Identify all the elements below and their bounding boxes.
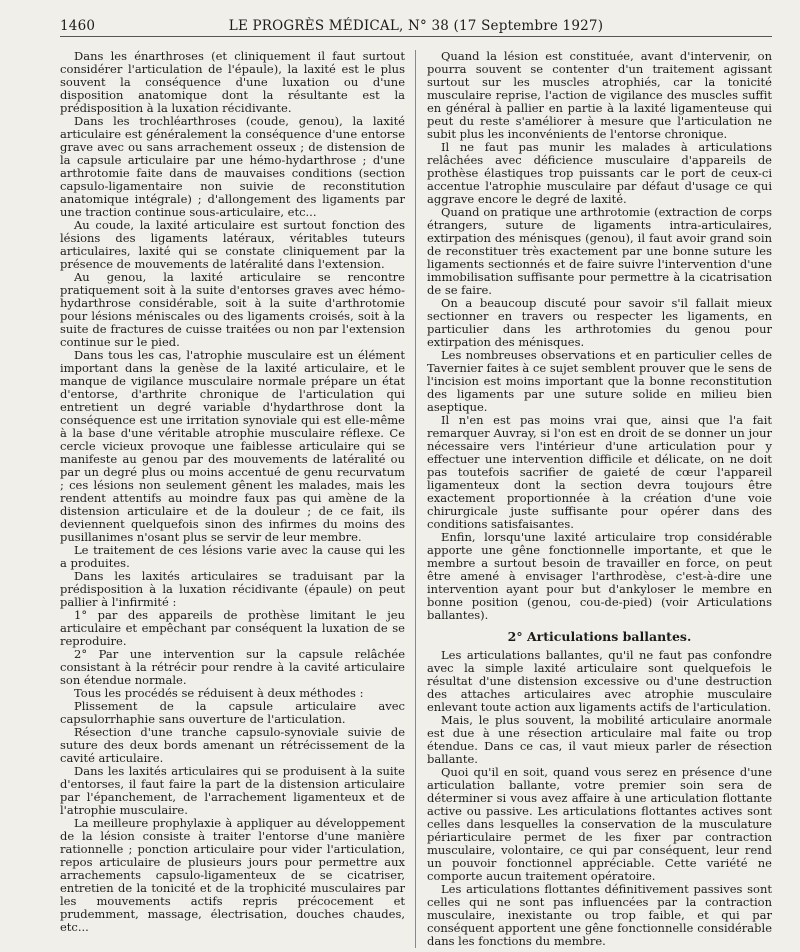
paragraph: Il n'en est pas moins vrai que, ainsi que l'a fait remarquer Auvray, si l'on est en droit de se donner un jour nécessaire vers l'intérieur d'une articulation pour y effectuer une intervention difficile et délicate, on ne doit pas toutefois sacrifier de gaieté de cœur l'appareil ligamenteux dont la section devra toujours être exactement proportionnée à la création d'une voie chirurgicale juste suffisante pour opérer dans des conditions satisfaisantes.: [427, 413, 772, 531]
paragraph: Résection d'une tranche capsulo-synoviale suivie de suture des deux bords amenant un rétrécissement de la cavité articulaire.: [60, 725, 405, 765]
paragraph: La meilleure prophylaxie à appliquer au développement de la lésion consiste à traiter l'entorse d'une manière rationnelle ; ponction articulaire pour vider l'articulation, repos articulaire de plusieurs jours pour permettre aux arrachements capsulo-ligamenteux de se cicatriser, entretien de la tonicité et de la trophicité musculaires par les mouvements actifs repris précocement et prudemment, massage, électrisation, douches chaudes, etc...: [60, 816, 405, 934]
paragraph: Au genou, la laxité articulaire se rencontre pratiquement soit à la suite d'entorses graves avec hémo-hydarthrose considérable, soit à la suite d'arthrotomie pour lésions méniscales ou des ligaments croisés, soit à la suite de fractures de cuisse traitées ou non par l'extension continue sur le pied.: [60, 270, 405, 349]
paragraph: Tous les procédés se réduisent à deux méthodes :: [74, 686, 364, 700]
paragraph: Dans les énarthroses (et cliniquement il faut surtout considérer l'articulation de l'épaule), la laxité est le plus souvent la conséquence d'une luxation ou d'une disposition anatomique dont la résultante est la prédisposition à la luxation récidivante.: [60, 50, 405, 115]
paragraph: Dans tous les cas, l'atrophie musculaire est un élément important dans la genèse de la laxité articulaire, et le manque de vigilance musculaire normale prépare un état d'entorse, d'arthrite chronique de l'articulation qui entretient un degré variable d'hydarthrose dont la conséquence est une irritation synoviale qui est elle-même à la base d'une véritable atrophie musculaire réflexe. Ce cercle vicieux provoque une faiblesse articulaire qui se manifeste au genou par des mouvements de latéralité ou par un degré plus ou moins accentué de genu recurvatum ; ces lésions non seulement gênent les malades, mais les rendent attentifs au moindre faux pas qui amène de la distension articulaire et de la douleur ; de ce fait, ils deviennent quelquefois sinon des infirmes du moins des pusillanimes n'osant plus se servir de leur membre.: [60, 348, 405, 544]
left-column: [60, 50, 416, 948]
paragraph: Le traitement de ces lésions varie avec la cause qui les a produites.: [60, 543, 405, 570]
paragraph: Quoi qu'il en soit, quand vous serez en présence d'une articulation ballante, votre premier soin sera de déterminer si vous avez affaire à une articulation flottante active ou passive. Les articulations flottantes actives sont celles dans lesquelles la conservation de la musculature périarticulaire permet de les fixer par contraction musculaire, volontaire, ce qui par conséquent, leur rend un pouvoir fonctionnel appréciable. Cette variété ne comporte aucun traitement opératoire.: [427, 765, 772, 883]
paragraph: Quand on pratique une arthrotomie (extraction de corps étrangers, suture de ligaments intra-articulaires, extirpation des ménisques (genou), il faut avoir grand soin de reconstituer très exactement par une bonne suture les ligaments sectionnés et de faire suivre l'intervention d'une immobilisation suffisante pour permettre à la cicatrisation de se faire.: [427, 205, 772, 297]
running-title: LE PROGRÈS MÉDICAL, N° 38 (17 Septembre 1927): [228, 18, 604, 34]
list-item: 1° par des appareils de prothèse limitant le jeu articulaire et empêchant par conséquent la luxation de se reproduire.: [60, 608, 405, 648]
paragraph: Les nombreuses observations et en particulier celles de Tavernier faites à ce sujet semblent prouver que le sens de l'incision est moins important que la bonne reconstitution des ligaments par une suture solide en milieu bien aseptique.: [427, 348, 772, 414]
paragraph: Au coude, la laxité articulaire est surtout fonction des lésions des ligaments latéraux, véritables tuteurs articulaires, laxité qui se constate cliniquement par la présence de mouvements de latéralité dans l'extension.: [60, 218, 405, 271]
paragraph: Mais, le plus souvent, la mobilité articulaire anormale est due à une résection articulaire mal faite ou trop étendue. Dans ce cas, il vaut mieux parler de résection ballante.: [427, 713, 772, 766]
paragraph: Dans les laxités articulaires se traduisant par la prédisposition à la luxation récidivante (épaule) on peut pallier à l'infirmité :: [60, 569, 405, 609]
paragraph: Il ne faut pas munir les malades à articulations relâchées avec déficience musculaire d'appareils de prothèse élastiques trop puissants car le port de ceux-ci accentue l'atrophie musculaire par défaut d'usage ce qui aggrave encore le degré de laxité.: [427, 140, 772, 206]
paragraph: Les articulations ballantes, qu'il ne faut pas confondre avec la simple laxité articulaire sont quelquefois le résultat d'une distension excessive ou d'une destruction des attaches articulaires avec atrophie musculaire enlevant toute action aux ligaments actifs de l'articulation.: [427, 648, 772, 714]
paragraph: Les articulations flottantes définitivement passives sont celles qui ne sont pas influencées par la contraction musculaire, inexistante ou trop faible, et qui par conséquent apportent une gêne fonctionnelle considérable dans les fonctions du membre.: [427, 882, 772, 948]
paragraph: Dans les laxités articulaires qui se produisent à la suite d'entorses, il faut faire la part de la distension articulaire par l'épanchement, de l'arrachement ligamenteux et de l'atrophie musculaire.: [60, 764, 405, 817]
page-number: 1460: [60, 18, 96, 34]
right-column: [416, 50, 772, 948]
list-item: 2° Par une intervention sur la capsule relâchée consistant à la rétrécir pour rendre à la cavité articulaire son étendue normale.: [60, 647, 405, 687]
paragraph: Enfin, lorsqu'une laxité articulaire trop considérable apporte une gêne fonctionnelle importante, et que le membre a surtout besoin de travailler en force, on peut être amené à envisager l'arthrodèse, c'est-à-dire une intervention ayant pour but d'ankyloser le membre en bonne position (genou, cou-de-pied) (voir Articulations ballantes).: [427, 530, 772, 622]
paragraph: Plissement de la capsule articulaire avec capsulorrhaphie sans ouverture de l'articulation.: [60, 699, 405, 726]
paragraph: Dans les trochléarthroses (coude, genou), la laxité articulaire est généralement la conséquence d'une entorse grave avec ou sans arrachement osseux ; de distension de la capsule articulaire par une hémo-hydarthrose ; d'une arthrotomie faite dans de mauvaises conditions (section capsulo-ligamentaire non suivie de reconstitution anatomique intégrale) ; d'allongement des ligaments par une traction continue sous-articulaire, etc...: [60, 114, 405, 219]
paragraph: On a beaucoup discuté pour savoir s'il fallait mieux sectionner en travers ou respecter les ligaments, en particulier dans les arthrotomies du genou pour extirpation des ménisques.: [427, 296, 772, 349]
text-columns: [60, 50, 772, 948]
paragraph: Quand la lésion est constituée, avant d'intervenir, on pourra souvent se contenter d'un traitement agissant surtout sur les muscles atrophiés, car la tonicité musculaire reprise, l'action de vigilance des muscles suffit en général à pallier en partie à la laxité ligamenteuse qui peut du reste s'améliorer à mesure que l'articulation ne subit plus les inconvénients de l'entorse chronique.: [427, 50, 772, 141]
running-header: [60, 16, 772, 37]
section-heading: 2° Articulations ballantes.: [507, 629, 692, 644]
